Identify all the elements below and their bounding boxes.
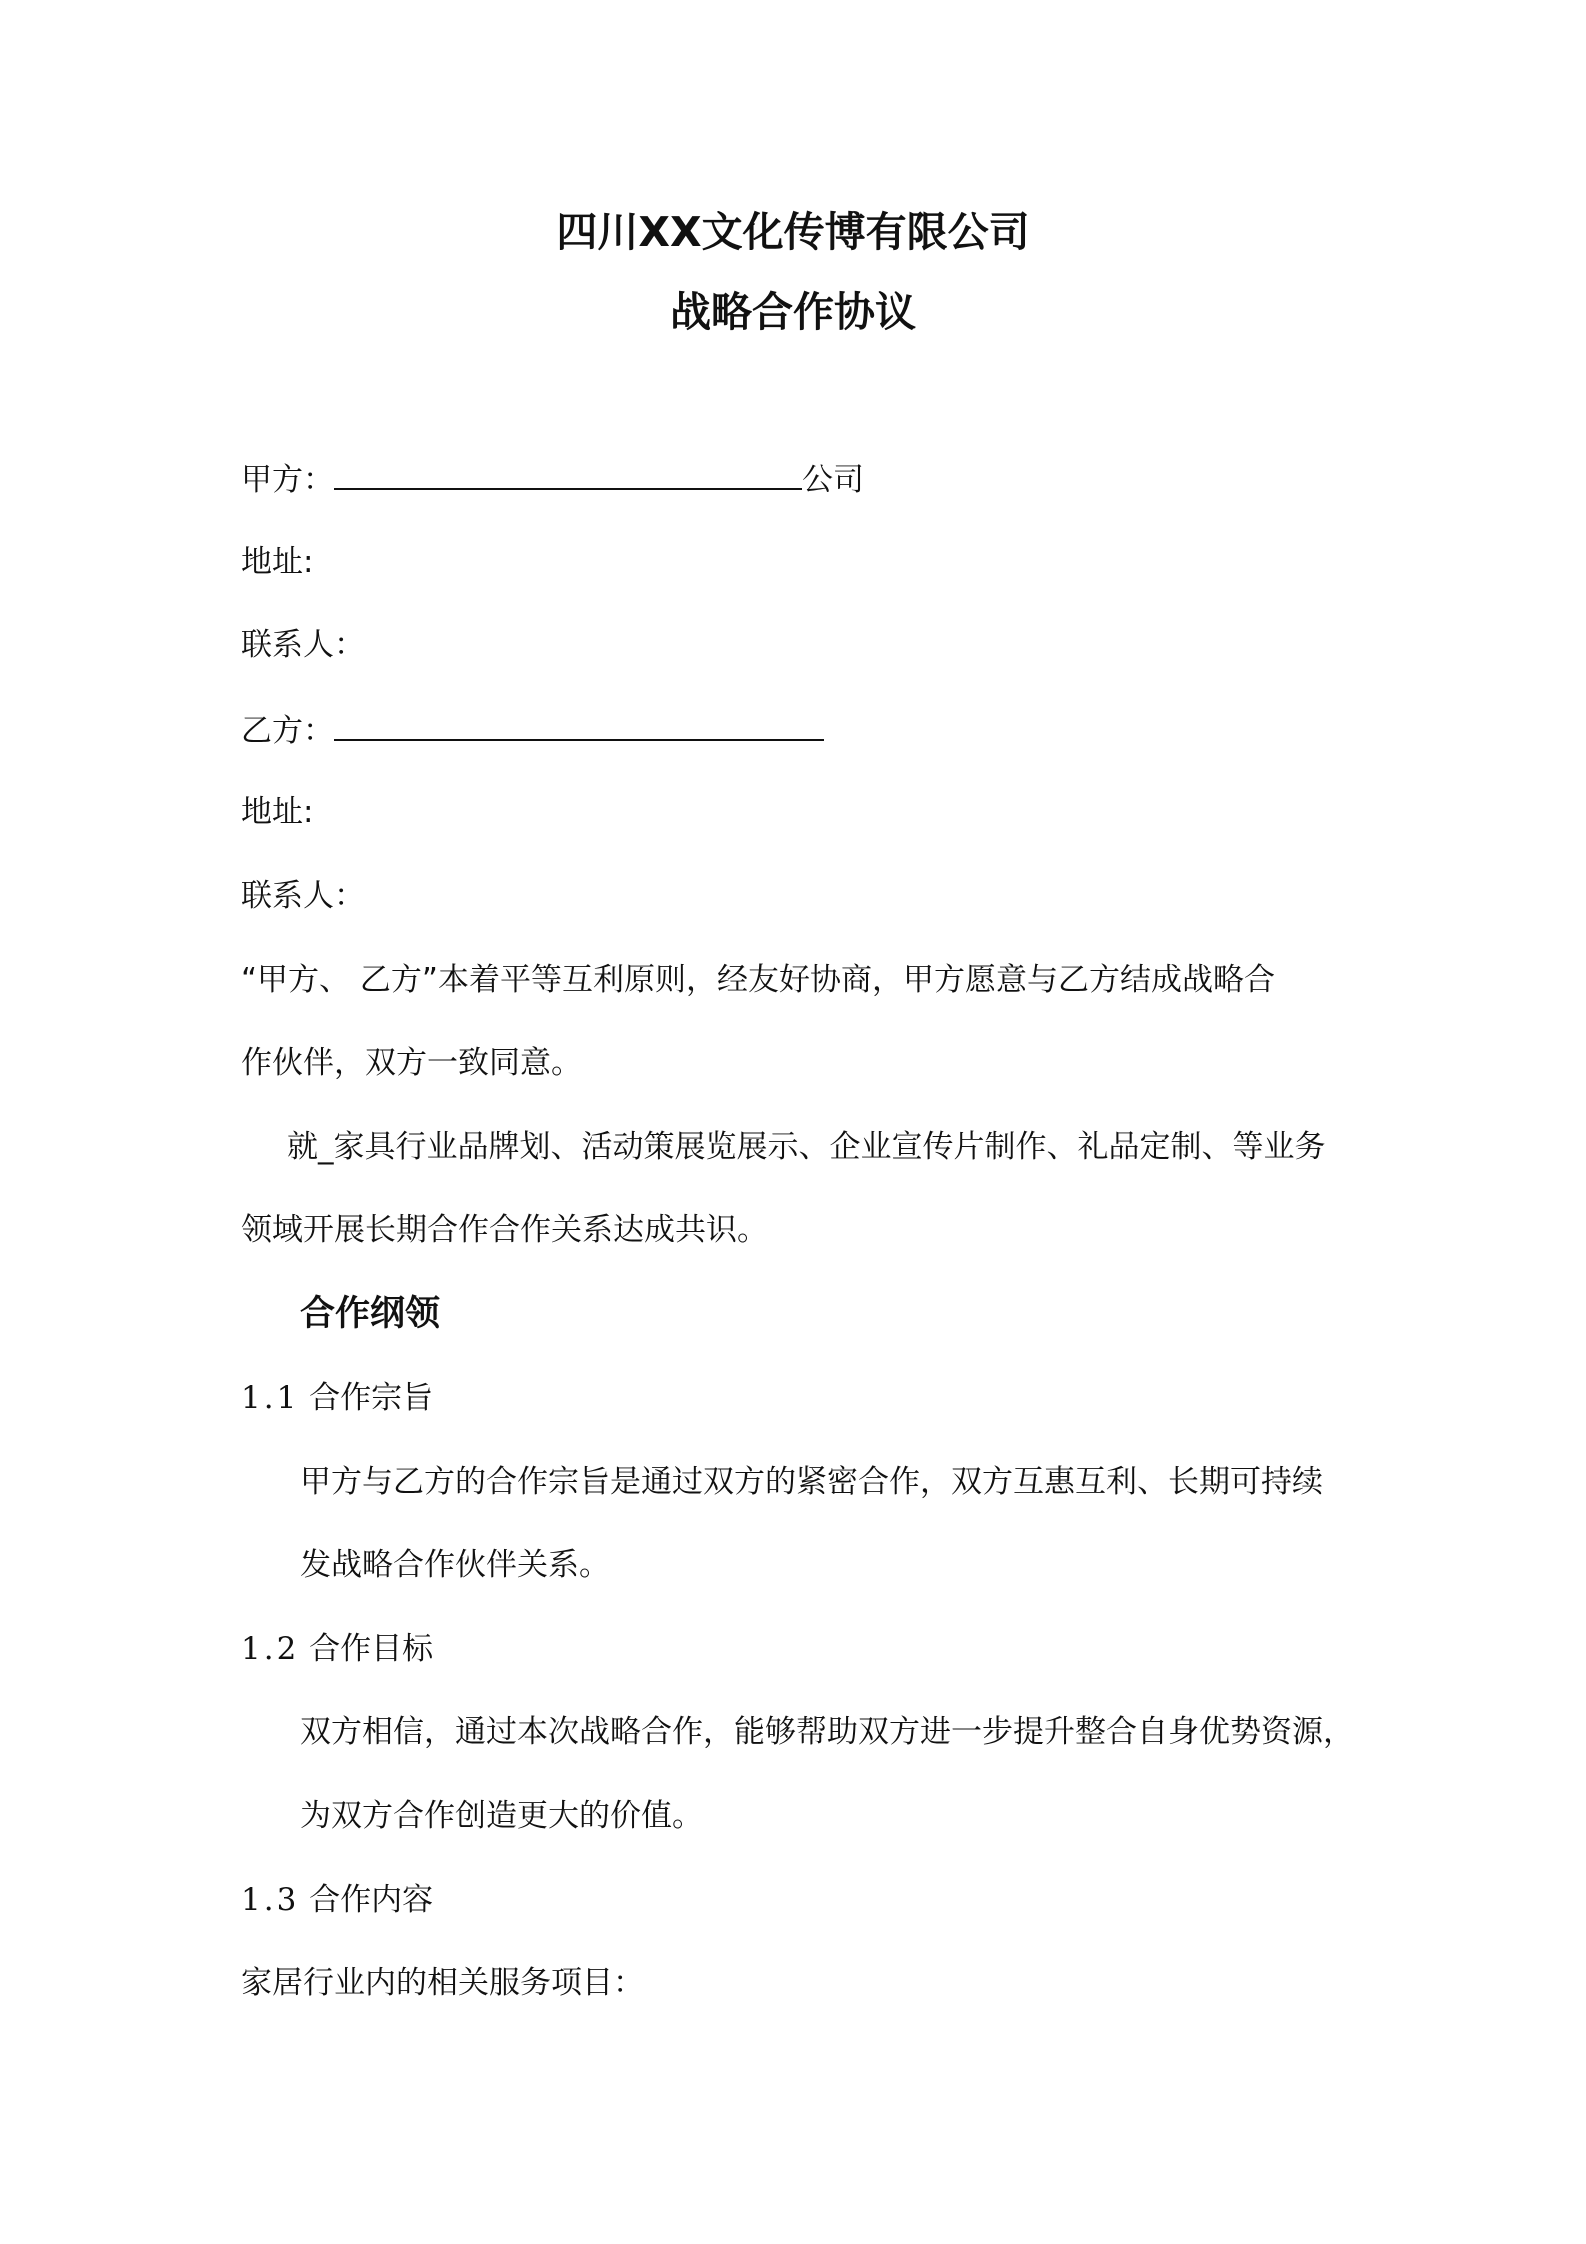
- item-number: 1.2: [241, 1631, 300, 1667]
- party-b-contact-label: 联系人：: [241, 878, 365, 914]
- party-b-label: 乙方：: [241, 713, 334, 749]
- item-1-3-heading: [241, 1880, 433, 1920]
- item-1-1-heading: [241, 1378, 433, 1418]
- item-1-2-line-2: 为双方合作创造更大的价值。: [300, 1798, 703, 1834]
- intro-line-4: 领域开展长期合作合作关系达成共识。: [241, 1212, 768, 1248]
- party-a-line: [241, 458, 864, 500]
- document-title: 战略合作协议: [670, 288, 916, 336]
- party-b-name-blank: [334, 709, 824, 741]
- intro-line-3: 就_家具行业品牌划、活动策展览展示、企业宣传片制作、礼品定制、等业务: [287, 1129, 1326, 1165]
- company-title: 四川XX文化传博有限公司: [556, 208, 1030, 256]
- party-a-suffix: 公司: [802, 462, 864, 498]
- party-a-label: 甲方：: [241, 462, 334, 498]
- item-1-2-heading: [241, 1629, 433, 1669]
- party-b-address-label: 地址:: [241, 794, 314, 830]
- item-title: 合作目标: [309, 1631, 434, 1667]
- section-heading: 合作纲领: [300, 1294, 441, 1334]
- item-1-2-line-1: 双方相信，通过本次战略合作，能够帮助双方进一步提升整合自身优势资源，: [300, 1714, 1354, 1750]
- party-a-contact-label: 联系人：: [241, 627, 365, 663]
- party-a-name-blank: [334, 458, 802, 490]
- item-1-1-line-1: 甲方与乙方的合作宗旨是通过双方的紧密合作，双方互惠互利、长期可持续: [300, 1464, 1323, 1500]
- services-label: 家居行业内的相关服务项目：: [241, 1965, 644, 2001]
- item-number: 1.1: [241, 1380, 300, 1416]
- item-1-1-line-2: 发战略合作伙伴关系。: [300, 1547, 610, 1583]
- item-title: 合作内容: [309, 1882, 434, 1918]
- item-number: 1.3: [241, 1882, 300, 1918]
- intro-line-2: 作伙伴，双方一致同意。: [241, 1045, 582, 1081]
- party-a-address-label: 地址:: [241, 544, 314, 580]
- intro-line-1: “甲方、 乙方”本着平等互利原则，经友好协商，甲方愿意与乙方结成战略合: [241, 962, 1275, 998]
- item-title: 合作宗旨: [309, 1380, 434, 1416]
- party-b-line: [241, 709, 824, 751]
